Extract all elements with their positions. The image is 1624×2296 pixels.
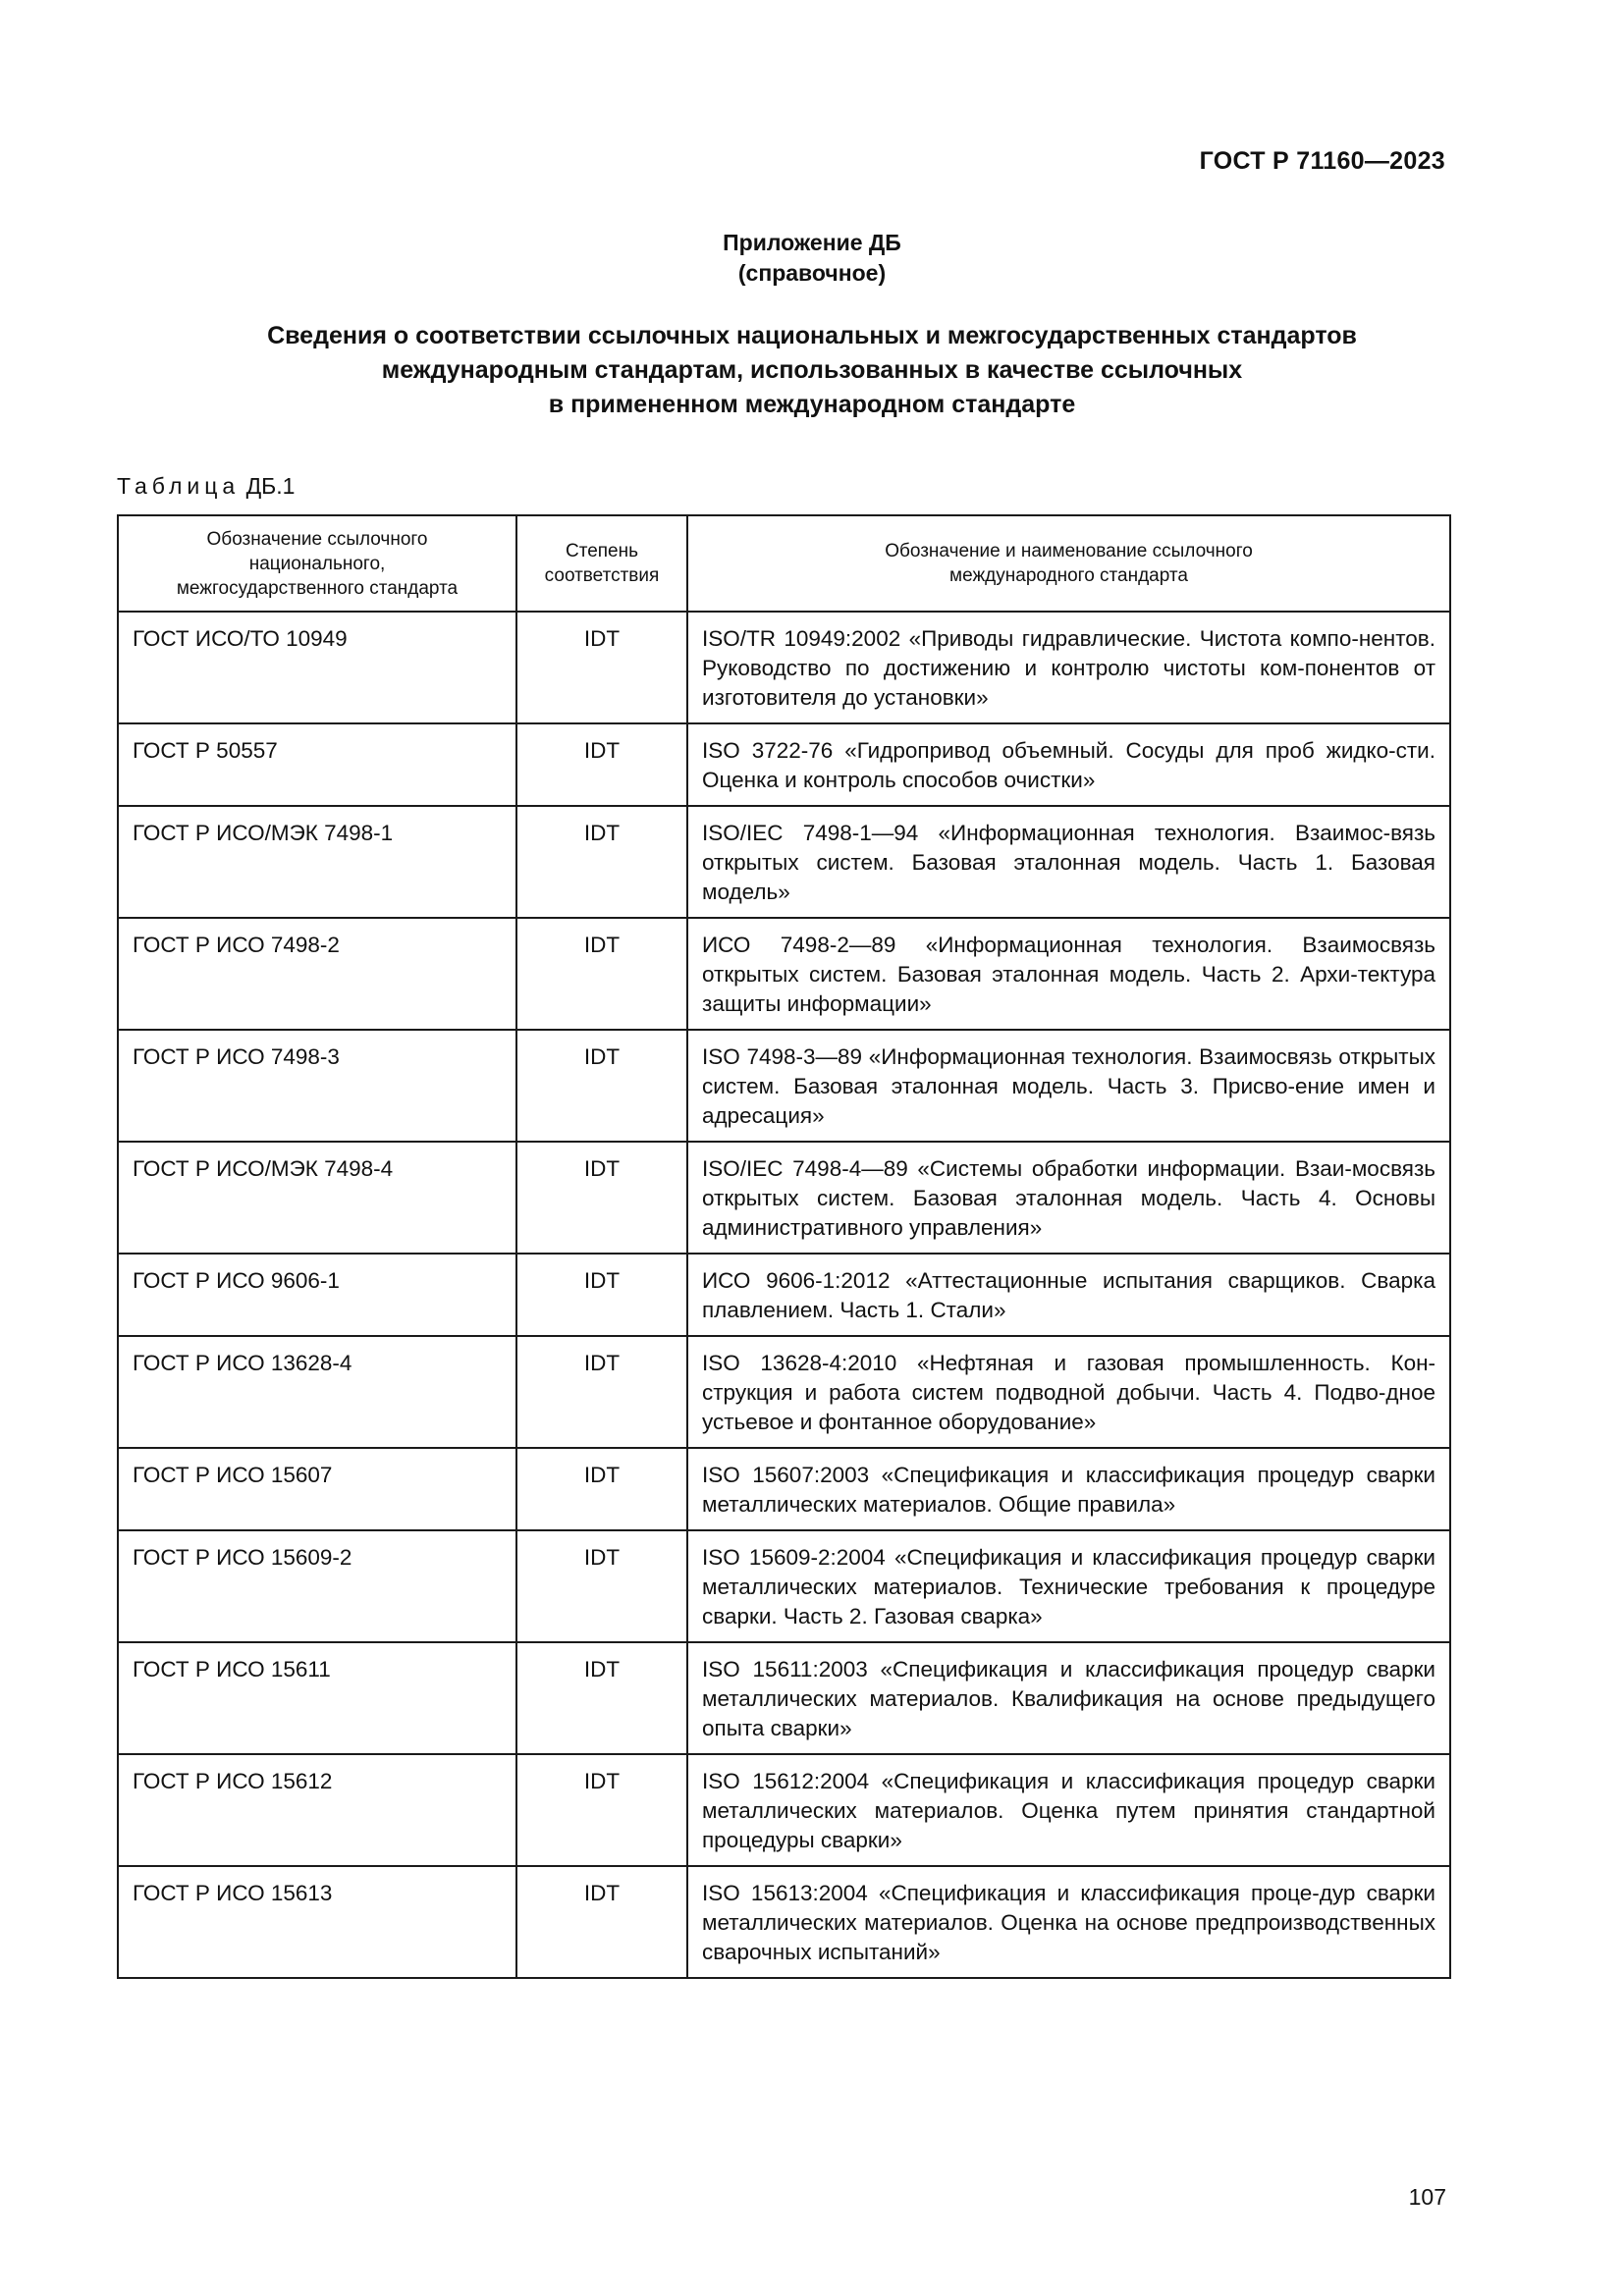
table-row [118,1254,1450,1336]
header-text: международного стандарта [949,565,1188,586]
national-standard-cell: ГОСТ Р ИСО 9606-1 [118,1254,516,1336]
table-row [118,806,1450,918]
table-caption-id: ДБ.1 [245,473,296,499]
degree-cell: IDT [516,918,687,1030]
national-standard-cell: ГОСТ Р ИСО 7498-3 [118,1030,516,1142]
header-text: межгосударственного стандарта [176,577,459,599]
table-row [118,918,1450,1030]
degree-cell: IDT [516,612,687,723]
international-standard-cell: ИСО 7498-2—89 «Информационная технология. Взаимосвязь открытых систем. Базовая эталонная модель. Часть 2. Архи-тектура защиты информации» [687,918,1450,1030]
international-standard-cell: ISO/IEC 7498-4—89 «Системы обработки информации. Взаи-мосвязь открытых систем. Базовая эталонная модель. Часть 4. Основы административного управления» [687,1142,1450,1254]
header-text: соответствия [544,565,660,586]
national-standard-cell: ГОСТ Р 50557 [118,723,516,806]
table-row [118,1448,1450,1530]
national-standard-cell: ГОСТ Р ИСО/МЭК 7498-4 [118,1142,516,1254]
national-standard-cell: ГОСТ Р ИСО 15611 [118,1642,516,1754]
international-standard-cell: ISO 15609-2:2004 «Спецификация и классификация процедур сварки металлических материалов. Технические требования к процедуре сварки. Часть 2. Газовая сварка» [687,1530,1450,1642]
page-number: 107 [1408,2184,1446,2210]
table-row [118,1530,1450,1642]
international-standard-cell: ISO/IEC 7498-1—94 «Информационная технология. Взаимос-вязь открытых систем. Базовая эталонная модель. Часть 1. Базовая модель» [687,806,1450,918]
header-text: Обозначение и наименование ссылочного [885,541,1253,561]
table-row [118,723,1450,806]
header-degree-of-correspondence [516,515,687,612]
national-standard-cell: ГОСТ Р ИСО 15609-2 [118,1530,516,1642]
table-header-row [118,515,1450,612]
national-standard-cell: ГОСТ Р ИСО 15607 [118,1448,516,1530]
table-row [118,1754,1450,1866]
degree-cell: IDT [516,1142,687,1254]
table-caption [117,473,295,500]
degree-cell: IDT [516,806,687,918]
degree-cell: IDT [516,1530,687,1642]
degree-cell: IDT [516,1030,687,1142]
section-title-line: Сведения о соответствии ссылочных национальных и межгосударственных стандартов [267,322,1357,349]
international-standard-cell: ISO 7498-3—89 «Информационная технология. Взаимосвязь открытых систем. Базовая эталонная модель. Часть 3. Присво-ение имен и адресация» [687,1030,1450,1142]
national-standard-cell: ГОСТ Р ИСО/МЭК 7498-1 [118,806,516,918]
national-standard-cell: ГОСТ ИСО/ТО 10949 [118,612,516,723]
national-standard-cell: ГОСТ Р ИСО 7498-2 [118,918,516,1030]
degree-cell: IDT [516,1754,687,1866]
national-standard-cell: ГОСТ Р ИСО 15613 [118,1866,516,1978]
header-text: Обозначение ссылочного [206,528,428,550]
degree-cell: IDT [516,1866,687,1978]
section-title [118,319,1506,422]
appendix-subtitle: (справочное) [737,260,887,286]
table-row [118,1642,1450,1754]
table-row [118,1336,1450,1448]
degree-cell: IDT [516,723,687,806]
international-standard-cell: ISO 13628-4:2010 «Нефтяная и газовая промышленность. Кон-струкция и работа систем подводной добычи. Часть 4. Подво-дное устьевое и фонтанное оборудование» [687,1336,1450,1448]
table-row [118,1030,1450,1142]
section-title-line: международным стандартам, использованных в качестве ссылочных [381,356,1243,384]
appendix-heading [0,228,1624,289]
header-national-standard [118,515,516,612]
table-row [118,612,1450,723]
document-standard-id: ГОСТ Р 71160—2023 [1199,147,1445,175]
header-text: Степень [565,541,639,561]
international-standard-cell: ISO 3722-76 «Гидропривод объемный. Сосуды для проб жидко-сти. Оценка и контроль способов очистки» [687,723,1450,806]
standards-correspondence-table [117,514,1451,1979]
national-standard-cell: ГОСТ Р ИСО 15612 [118,1754,516,1866]
header-international-standard [687,515,1450,612]
table-row [118,1142,1450,1254]
national-standard-cell: ГОСТ Р ИСО 13628-4 [118,1336,516,1448]
degree-cell: IDT [516,1448,687,1530]
international-standard-cell: ИСО 9606-1:2012 «Аттестационные испытания сварщиков. Сварка плавлением. Часть 1. Стали» [687,1254,1450,1336]
international-standard-cell: ISO 15613:2004 «Спецификация и классификация проце-дур сварки металлических материалов. Оценка на основе предпроизводственных сварочных испытаний» [687,1866,1450,1978]
table-caption-word: Таблица [117,473,241,499]
section-title-line: в примененном международном стандарте [548,391,1076,418]
degree-cell: IDT [516,1336,687,1448]
table-row [118,1866,1450,1978]
degree-cell: IDT [516,1642,687,1754]
degree-cell: IDT [516,1254,687,1336]
header-text: национального, [248,553,386,574]
international-standard-cell: ISO 15612:2004 «Спецификация и классификация процедур сварки металлических материалов. Оценка путем принятия стандартной процедуры сварки» [687,1754,1450,1866]
international-standard-cell: ISO/TR 10949:2002 «Приводы гидравлические. Чистота компо-нентов. Руководство по достижению и контролю чистоты ком-понентов от изготовителя до установки» [687,612,1450,723]
international-standard-cell: ISO 15611:2003 «Спецификация и классификация процедур сварки металлических материалов. Квалификация на основе предыдущего опыта сварки» [687,1642,1450,1754]
appendix-title: Приложение ДБ [723,230,901,255]
international-standard-cell: ISO 15607:2003 «Спецификация и классификация процедур сварки металлических материалов. Общие правила» [687,1448,1450,1530]
